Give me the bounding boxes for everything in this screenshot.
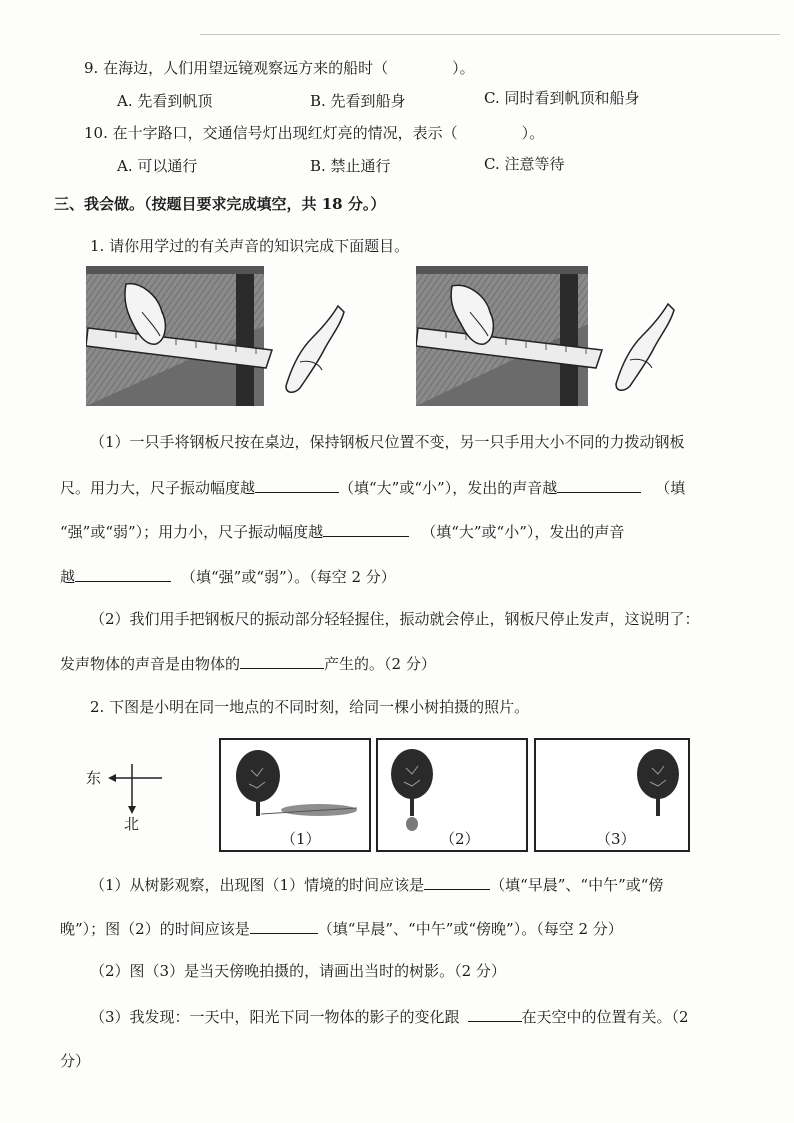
tree-photo-3 <box>534 738 690 852</box>
p2-blank-photo1-time[interactable] <box>424 873 490 890</box>
q9-stem-end: ）。 <box>452 59 475 77</box>
scan-top-rule <box>200 34 780 35</box>
p1-s1-line1: （1）一只手将钢板尺按在桌边，保持钢板尺位置不变，另一只手用大小不同的力拨动钢板 <box>90 433 685 451</box>
tree-photo-2 <box>376 738 528 852</box>
p2-s1-line2-text-b: （填“早晨”、“中午”或“傍晚”）。（每空 2 分） <box>317 920 623 938</box>
p1-s2-line1: （2）我们用手把钢板尺的振动部分轻轻握住，振动就会停止，钢板尺停止发声，这说明了： <box>90 610 700 628</box>
problem-1-intro: 1. 请你用学过的有关声音的知识完成下面题目。 <box>90 237 410 255</box>
p1-s1-line2 <box>60 476 685 498</box>
problem-2-intro: 2. 下图是小明在同一地点的不同时刻，给同一棵小树拍摄的照片。 <box>90 698 530 716</box>
ruler-figure-left <box>86 266 346 414</box>
photo-1-caption: （1） <box>281 830 321 848</box>
p2-s3-line2: 分） <box>60 1052 91 1070</box>
p1-s1-line4-text-a: 越 <box>60 568 76 586</box>
p1-blank-sound-weak[interactable] <box>75 565 171 582</box>
p2-blank-photo2-time[interactable] <box>250 917 318 934</box>
p1-s2-line2-text-b: 产生的。（2 分） <box>324 655 436 673</box>
q10-stem <box>84 123 544 143</box>
p1-s1-line2-text-b: （填“大”或“小”），发出的声音越 <box>339 479 558 497</box>
photo-3-caption: （3） <box>596 830 636 848</box>
p1-s2-line2 <box>60 652 436 674</box>
compass-east-label: 东 <box>86 769 102 787</box>
q10-option-a: A. 可以通行 <box>117 157 198 175</box>
p2-s3-line1 <box>90 1005 689 1027</box>
ruler-figure-right <box>416 266 676 414</box>
p2-s3-text-b: 在天空中的位置有关。（2 <box>521 1008 689 1026</box>
p1-s1-line4 <box>60 565 396 587</box>
p1-blank-amplitude-weak[interactable] <box>323 520 409 537</box>
p1-s1-line3-text-b: （填“大”或“小”），发出的声音 <box>421 523 625 541</box>
p2-s1-line2-text-a: 晚”）；图（2）的时间应该是 <box>60 920 250 938</box>
q9-stem-text: 9. 在海边，人们用望远镜观察远方来的船时（ <box>84 59 389 77</box>
q10-option-c: C. 注意等待 <box>484 155 565 173</box>
p2-s1-line1 <box>90 873 663 895</box>
q10-option-b: B. 禁止通行 <box>310 157 391 175</box>
p1-s1-line3 <box>60 520 624 542</box>
section-3-heading: 三、我会做。（按题目要求完成填空，共 18 分。） <box>54 195 386 213</box>
q9-option-c: C. 同时看到帆顶和船身 <box>484 89 640 107</box>
p2-s1-line1-text-b: （填“早晨”、“中午”或“傍 <box>490 876 664 894</box>
p2-s3-text-a: （3）我发现：一天中，阳光下同一物体的影子的变化跟 <box>90 1008 460 1026</box>
p1-s1-line3-text-a: “强”或“弱”）；用力小，尺子振动幅度越 <box>60 523 324 541</box>
compass-north-label: 北 <box>124 815 140 833</box>
p1-s2-line2-text-a: 发声物体的声音是由物体的 <box>60 655 241 673</box>
p1-blank-sound-strong[interactable] <box>557 476 641 493</box>
p2-s1-line1-text-a: （1）从树影观察，出现图（1）情境的时间应该是 <box>90 876 425 894</box>
p1-s1-line2-text-c: （填 <box>655 479 686 497</box>
p1-s1-line4-text-b: （填“强”或“弱”）。（每空 2 分） <box>181 568 396 586</box>
q10-stem-text: 10. 在十字路口，交通信号灯出现红灯亮的情况，表示（ <box>84 124 458 142</box>
photo-2-caption: （2） <box>440 830 480 848</box>
q10-stem-end: ）。 <box>521 124 545 142</box>
p2-s1-line2 <box>60 917 623 939</box>
q9-option-b: B. 先看到船身 <box>310 92 406 110</box>
p1-blank-amplitude-strong[interactable] <box>255 476 339 493</box>
p2-blank-sun[interactable] <box>468 1005 522 1022</box>
tree-photo-1 <box>219 738 371 852</box>
p2-s2: （2）图（3）是当天傍晚拍摄的，请画出当时的树影。（2 分） <box>90 962 506 980</box>
p1-blank-vibration[interactable] <box>240 652 324 669</box>
q9-stem <box>84 58 475 78</box>
p1-s1-line2-text-a: 尺。用力大，尺子振动幅度越 <box>60 479 256 497</box>
q9-option-a: A. 先看到帆顶 <box>117 92 213 110</box>
